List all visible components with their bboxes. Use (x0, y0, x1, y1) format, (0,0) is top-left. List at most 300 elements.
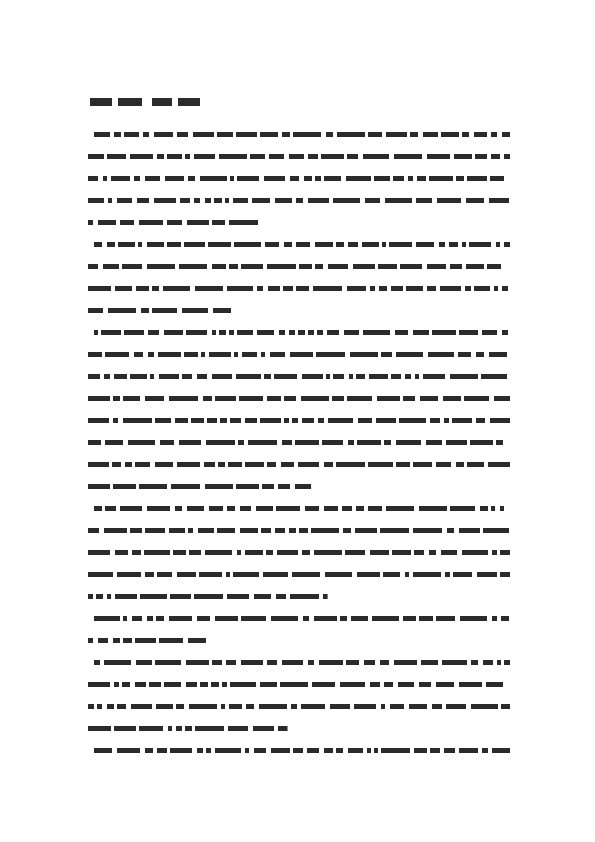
text-word (483, 660, 493, 665)
text-word (423, 132, 438, 137)
text-word (130, 374, 147, 379)
text-word (212, 330, 216, 335)
text-word (198, 528, 214, 533)
text-word (117, 198, 132, 203)
text-word (458, 352, 471, 357)
text-word (186, 330, 207, 335)
title-word (178, 98, 200, 106)
text-word (423, 374, 445, 379)
text-line (88, 194, 510, 208)
text-word (441, 550, 457, 555)
text-word (182, 374, 192, 379)
text-word (370, 286, 375, 291)
text-word (156, 704, 173, 709)
text-word (296, 242, 310, 247)
text-word (176, 704, 184, 709)
text-word (284, 242, 292, 247)
text-word (317, 330, 323, 335)
text-word (138, 242, 142, 247)
document-title (90, 94, 260, 108)
text-word (378, 264, 397, 269)
text-word (348, 242, 358, 247)
text-word (414, 550, 424, 555)
text-word (140, 594, 167, 599)
text-word (144, 550, 170, 555)
text-word (313, 286, 342, 291)
text-word (327, 330, 339, 335)
text-word (470, 440, 493, 445)
text-word (380, 528, 409, 533)
text-word (195, 286, 223, 291)
text-word (145, 572, 154, 577)
text-word (491, 154, 500, 159)
text-word (122, 264, 142, 269)
text-word (158, 352, 181, 357)
text-word (447, 528, 454, 533)
text-word (171, 484, 200, 489)
text-word (419, 616, 433, 621)
text-word (159, 374, 179, 379)
text-word (195, 726, 224, 731)
text-word (117, 572, 141, 577)
text-word (238, 440, 244, 445)
text-word (396, 440, 421, 445)
text-word (328, 418, 353, 423)
text-word (148, 352, 154, 357)
text-word (466, 264, 484, 269)
text-word (241, 264, 263, 269)
text-word (428, 352, 454, 357)
text-word (115, 286, 132, 291)
text-word (308, 154, 318, 159)
text-word (393, 176, 404, 181)
text-word (492, 616, 497, 621)
text-word (212, 220, 225, 225)
text-word (229, 264, 238, 269)
text-word (139, 484, 167, 489)
text-word (502, 132, 510, 137)
text-word (405, 572, 409, 577)
text-word (265, 242, 279, 247)
text-word (441, 132, 459, 137)
text-line (88, 304, 510, 318)
text-word (357, 440, 381, 445)
text-word (141, 308, 149, 313)
text-word (207, 418, 217, 423)
text-word (365, 198, 380, 203)
text-word (308, 660, 314, 665)
text-line (88, 238, 510, 252)
text-word (227, 594, 249, 599)
text-line (88, 590, 510, 604)
paragraph (88, 744, 510, 758)
text-word (147, 506, 170, 511)
text-word (152, 308, 177, 313)
text-word (88, 220, 93, 225)
text-word (350, 352, 378, 357)
text-word (491, 132, 497, 137)
text-word (193, 132, 214, 137)
text-word (302, 550, 310, 555)
text-word (296, 286, 309, 291)
text-word (326, 132, 333, 137)
text-word (169, 396, 198, 401)
text-word (136, 660, 152, 665)
text-word (318, 418, 324, 423)
text-word (480, 506, 488, 511)
text-word (194, 198, 200, 203)
text-word (159, 638, 183, 643)
text-word (291, 704, 297, 709)
text-word (176, 726, 182, 731)
text-word (394, 154, 422, 159)
text-word (237, 330, 253, 335)
text-word (145, 396, 164, 401)
text-word (234, 242, 261, 247)
text-word (410, 132, 418, 137)
text-word (460, 616, 487, 621)
text-word (364, 660, 375, 665)
text-word (230, 682, 256, 687)
text-word (219, 330, 226, 335)
text-word (400, 264, 422, 269)
text-word (88, 154, 104, 159)
text-word (94, 660, 100, 665)
text-word (248, 440, 277, 445)
text-line (88, 700, 510, 714)
text-word (274, 374, 297, 379)
text-word (292, 418, 298, 423)
text-word (281, 462, 294, 467)
text-word (185, 726, 192, 731)
text-word (112, 462, 121, 467)
text-word (315, 264, 323, 269)
text-word (264, 374, 271, 379)
text-word (427, 264, 446, 269)
text-word (408, 176, 413, 181)
text-word (88, 594, 93, 599)
text-word (130, 528, 142, 533)
text-word (282, 440, 292, 445)
text-word (474, 286, 490, 291)
text-word (385, 198, 412, 203)
text-word (236, 374, 261, 379)
text-word (446, 440, 467, 445)
text-word (107, 704, 114, 709)
text-word (462, 550, 488, 555)
text-word (490, 176, 504, 181)
text-line (88, 656, 510, 670)
text-word (348, 440, 354, 445)
text-line (88, 348, 510, 362)
text-word (188, 638, 206, 643)
text-word (459, 330, 478, 335)
text-word (88, 198, 104, 203)
text-word (170, 748, 192, 753)
text-word (132, 616, 142, 621)
title-word (152, 98, 172, 106)
text-word (330, 704, 350, 709)
text-word (497, 660, 501, 665)
text-line (88, 370, 510, 384)
text-word (376, 418, 396, 423)
text-word (367, 748, 371, 753)
paragraph (88, 326, 510, 494)
text-word (374, 176, 390, 181)
text-word (230, 176, 234, 181)
text-word (212, 374, 232, 379)
text-word (439, 242, 445, 247)
text-line (88, 216, 510, 230)
text-word (88, 572, 113, 577)
text-word (263, 572, 288, 577)
text-word (88, 286, 111, 291)
text-word (379, 286, 387, 291)
text-word (245, 418, 257, 423)
text-word (437, 198, 461, 203)
text-word (236, 484, 259, 489)
text-line (88, 480, 510, 494)
text-word (131, 704, 152, 709)
text-word (459, 748, 478, 753)
text-word (155, 660, 181, 665)
text-word (456, 462, 464, 467)
text-word (94, 242, 102, 247)
text-word (336, 242, 344, 247)
text-word (145, 528, 165, 533)
text-word (180, 198, 190, 203)
text-word (420, 396, 438, 401)
text-word (120, 506, 142, 511)
text-word (175, 506, 182, 511)
text-word (467, 462, 484, 467)
text-word (136, 286, 149, 291)
text-word (333, 198, 360, 203)
text-word (229, 704, 242, 709)
text-word (413, 330, 429, 335)
text-line (88, 458, 510, 472)
text-word (157, 154, 164, 159)
text-word (356, 506, 364, 511)
text-word (377, 396, 400, 401)
text-word (347, 396, 372, 401)
text-word (290, 594, 319, 599)
text-word (500, 572, 510, 577)
text-word (502, 286, 508, 291)
text-word (227, 506, 235, 511)
text-word (358, 418, 372, 423)
text-word (389, 242, 412, 247)
text-word (326, 374, 330, 379)
text-word (368, 462, 393, 467)
text-word (303, 616, 309, 621)
text-word (391, 286, 403, 291)
text-word (200, 176, 227, 181)
text-word (254, 594, 271, 599)
text-word (482, 748, 488, 753)
text-word (429, 176, 453, 181)
text-word (115, 550, 128, 555)
text-word (466, 198, 484, 203)
text-word (205, 198, 211, 203)
text-word (444, 748, 455, 753)
text-word (145, 748, 153, 753)
text-word (163, 286, 190, 291)
text-line (88, 260, 510, 274)
text-word (381, 704, 385, 709)
text-word (237, 176, 259, 181)
text-word (382, 242, 386, 247)
text-word (108, 308, 136, 313)
text-word (275, 198, 292, 203)
text-word (392, 550, 411, 555)
text-word (134, 352, 143, 357)
text-word (125, 462, 132, 467)
text-word (241, 660, 263, 665)
text-word (357, 572, 380, 577)
text-word (213, 308, 231, 313)
text-word (114, 374, 127, 379)
text-word (405, 374, 411, 379)
text-word (88, 352, 102, 357)
text-word (107, 594, 111, 599)
text-word (197, 748, 203, 753)
text-word (167, 220, 182, 225)
text-word (123, 616, 127, 621)
text-word (302, 374, 323, 379)
text-word (271, 748, 290, 753)
text-word (147, 264, 175, 269)
text-line (88, 282, 510, 296)
text-word (179, 264, 207, 269)
text-word (175, 418, 188, 423)
text-word (145, 176, 160, 181)
text-line (88, 414, 510, 428)
text-word (233, 198, 248, 203)
text-word (245, 462, 264, 467)
text-word (270, 352, 285, 357)
text-word (97, 704, 102, 709)
text-word (88, 550, 110, 555)
text-word (307, 748, 319, 753)
title-word (90, 98, 112, 106)
text-word (209, 352, 231, 357)
text-word (488, 462, 510, 467)
text-word (340, 616, 347, 621)
text-word (241, 616, 266, 621)
text-word (278, 484, 290, 489)
text-word (501, 704, 510, 709)
text-word (504, 154, 510, 159)
text-word (194, 154, 215, 159)
text-word (390, 704, 404, 709)
text-word (107, 154, 126, 159)
text-word (229, 220, 258, 225)
text-word (290, 176, 299, 181)
text-word (139, 220, 163, 225)
text-word (343, 528, 351, 533)
text-word (88, 264, 98, 269)
text-word (296, 198, 303, 203)
text-word (123, 396, 140, 401)
text-word (280, 682, 308, 687)
text-word (283, 286, 293, 291)
text-word (105, 506, 116, 511)
text-word (369, 374, 388, 379)
text-word (427, 154, 450, 159)
text-word (396, 352, 423, 357)
text-line (88, 524, 510, 538)
document-title-glyphs (90, 95, 260, 109)
title-word (118, 98, 142, 106)
text-word (123, 418, 152, 423)
text-word (363, 330, 390, 335)
text-word (403, 616, 416, 621)
text-word (88, 704, 94, 709)
text-word (444, 418, 449, 423)
text-word (253, 726, 274, 731)
text-word (449, 242, 458, 247)
text-word (500, 550, 510, 555)
text-word (299, 264, 312, 269)
text-word (386, 132, 407, 137)
text-word (199, 572, 222, 577)
text-word (206, 440, 235, 445)
text-word (215, 396, 236, 401)
text-word (494, 286, 498, 291)
text-word (370, 682, 380, 687)
text-word (305, 506, 319, 511)
text-word (167, 242, 181, 247)
text-word (149, 682, 161, 687)
text-word (312, 682, 335, 687)
text-word (212, 264, 226, 269)
text-word (494, 396, 510, 401)
text-word (143, 132, 149, 137)
text-word (252, 198, 270, 203)
text-word (284, 418, 289, 423)
text-word (113, 396, 120, 401)
text-word (482, 330, 497, 335)
text-word (496, 440, 503, 445)
text-word (370, 550, 389, 555)
text-word (465, 286, 471, 291)
text-word (315, 176, 321, 181)
paragraph (88, 656, 510, 736)
text-word (169, 528, 185, 533)
text-word (101, 330, 121, 335)
text-word (205, 484, 233, 489)
text-word (267, 396, 281, 401)
text-word (353, 264, 375, 269)
text-line (88, 326, 510, 340)
text-word (215, 616, 238, 621)
text-word (209, 506, 223, 511)
text-word (347, 286, 366, 291)
text-word (262, 484, 274, 489)
text-word (277, 550, 298, 555)
text-word (107, 242, 115, 247)
text-word (113, 638, 120, 643)
text-word (386, 506, 414, 511)
text-word (356, 374, 365, 379)
text-word (234, 352, 238, 357)
text-word (413, 528, 442, 533)
text-line (88, 722, 510, 736)
text-word (103, 264, 119, 269)
text-word (289, 154, 304, 159)
text-word (269, 154, 284, 159)
